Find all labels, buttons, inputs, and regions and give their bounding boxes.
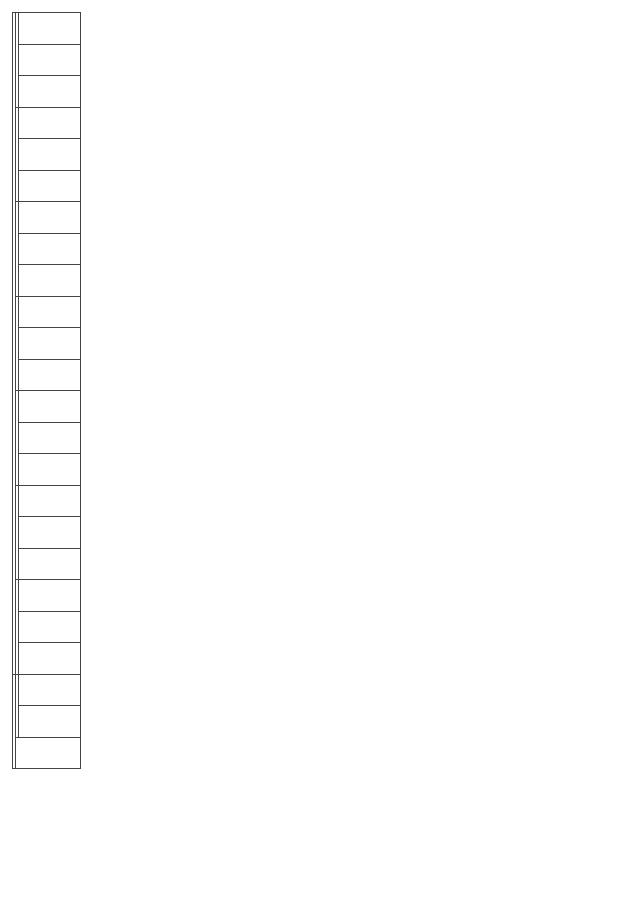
col-total [19,548,81,580]
col-federal [19,233,81,265]
col-federal [19,44,81,76]
col-extra [19,674,81,706]
col-extra [19,580,81,612]
col-total [16,738,81,770]
col-total [19,643,81,675]
col-federal [19,706,81,738]
document-id [97,769,103,893]
col-federal [19,328,81,360]
col-extra [19,202,81,234]
label-header-blank [13,769,81,893]
section-title [81,13,98,769]
rotated-table-page [12,13,628,893]
col-extra [19,296,81,328]
col-extra [19,485,81,517]
col-total [19,454,81,486]
col-extra [19,13,81,45]
col-total [19,359,81,391]
col-total [19,265,81,297]
section-label-blank [81,769,98,893]
footer-blank [97,13,103,769]
col-federal [19,422,81,454]
col-extra [19,107,81,139]
col-federal [19,611,81,643]
col-extra [19,391,81,423]
budget-table [12,12,103,893]
col-federal [19,139,81,171]
col-total [19,170,81,202]
col-total [19,76,81,108]
col-federal [19,517,81,549]
